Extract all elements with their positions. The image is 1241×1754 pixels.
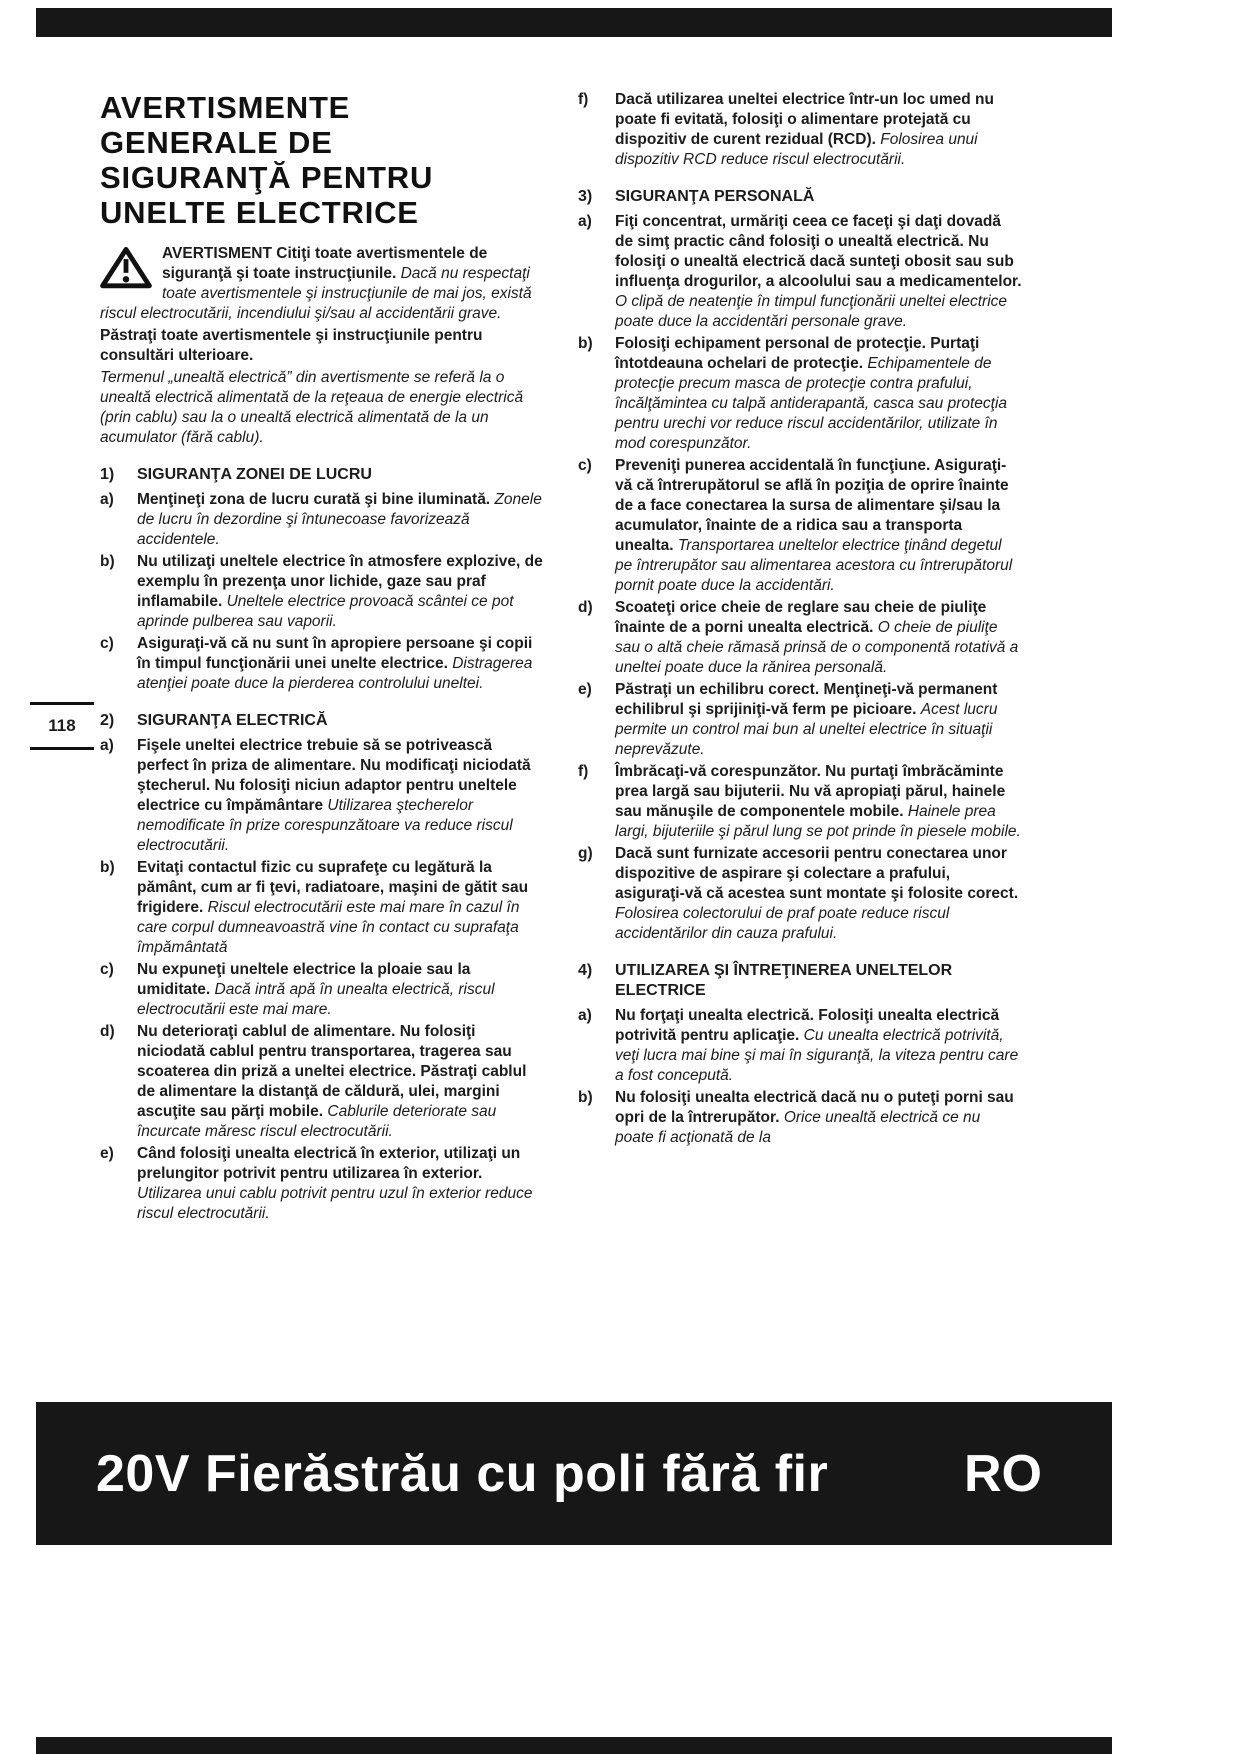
item-letter: b)	[578, 1089, 593, 1106]
list-item	[100, 1022, 544, 1142]
item-bold-text: Fiţi concentrat, urmăriţi ceea ce faceţi şi daţi dovadă de simţ practic când folosiţi o unealtă electrică. Nu folosiţi o unealtă electrică dacă sunteţi obosit sau sub influenţa drogurilor, a alcoolului sau a medicamentelor.	[615, 213, 1022, 290]
item-letter: a)	[100, 737, 114, 754]
title-line: SIGURANŢĂ PENTRU	[100, 160, 434, 195]
item-text	[137, 960, 544, 1020]
item-bold-text: Nu deterioraţi cablul de alimentare. Nu folosiţi niciodată cablul pentru transportarea, tragerea sau scoaterea din priză a uneltei electrice. Păstraţi cablul de alimentare la distanţă de căldură, ulei, margini ascuţite sau părţi mobile.	[137, 1023, 527, 1120]
list-item	[100, 858, 544, 958]
item-italic-text: Echipamentele de protecţie precum masca de protecţie contra prafului, încălţămintea cu talpă antiderapantă, casca sau protecţia pentru urechi vor reduce riscul accidentărilor, utilizate în mod corespunzător.	[615, 355, 1008, 452]
section-heading-text: UTILIZAREA ŞI ÎNTREŢINEREA UNELTELOR ELECTRICE	[615, 962, 953, 999]
left-column	[100, 90, 544, 1224]
item-bold-text: Folosiţi echipament personal de protecţie. Purtaţi întotdeauna ochelari de protecţie.	[615, 335, 980, 372]
item-bold-text: Dacă sunt furnizate accesorii pentru conectarea unor dispozitive de aspirare şi colectare a prafului, asiguraţi-vă că acestea sunt montate şi folosite corect.	[615, 845, 1019, 902]
item-letter: f)	[578, 91, 589, 108]
item-bold-text: Scoateţi orice cheie de reglare sau cheie de piuliţe înainte de a porni unealta electrică.	[615, 599, 987, 636]
list-item	[100, 1144, 544, 1224]
item-text	[615, 762, 1022, 842]
title-line: GENERALE DE	[100, 125, 333, 160]
section-heading-text: SIGURANŢA ELECTRICĂ	[137, 712, 328, 729]
list-item	[100, 736, 544, 856]
item-text	[137, 1022, 544, 1142]
item-text	[615, 456, 1022, 596]
bottom-edge-bar	[36, 1737, 1112, 1754]
item-text	[615, 90, 1022, 170]
item-text	[137, 1144, 544, 1224]
section-heading	[100, 465, 544, 485]
list-item	[578, 598, 1022, 678]
right-column	[578, 90, 1022, 1224]
item-italic-text: Zonele de lucru în dezordine şi întunecoase favorizează accidentele.	[137, 491, 542, 548]
item-letter: g)	[578, 845, 593, 862]
item-italic-text: Cablurile deteriorate sau încurcate măresc riscul electrocutării.	[137, 1103, 497, 1140]
item-italic-text: Riscul electrocutării este mai mare în cazul în care corpul dumneavoastră vine în contact cu suprafaţa împământată	[137, 899, 520, 956]
item-letter: e)	[100, 1145, 114, 1162]
item-bold-text: Menţineţi zona de lucru curată şi bine iluminată.	[137, 491, 491, 508]
section-number: 1)	[100, 466, 115, 483]
item-bold-text: Nu expuneţi uneltele electrice la ploaie sau la umiditate.	[137, 961, 471, 998]
item-letter: b)	[578, 335, 593, 352]
item-italic-text: O clipă de neatenţie în timpul funcţionării uneltei electrice poate duce la accidentări personale grave.	[615, 293, 1008, 330]
section-number: 4)	[578, 962, 593, 979]
item-letter: d)	[578, 599, 593, 616]
item-bold-text: Când folosiţi unealta electrică în exterior, utilizaţi un prelungitor potrivit pentru utilizarea în exterior.	[137, 1145, 521, 1182]
list-item	[100, 960, 544, 1020]
item-text	[615, 1088, 1022, 1148]
list-item	[578, 212, 1022, 332]
item-bold-text: Nu forţaţi unealta electrică. Folosiţi unealta electrică potrivită pentru aplicaţie.	[615, 1007, 1000, 1044]
section-heading-text: SIGURANŢA PERSONALĂ	[615, 188, 815, 205]
item-italic-text: Folosirea unui dispozitiv RCD reduce riscul electrocutării.	[615, 131, 978, 168]
item-letter: c)	[100, 961, 114, 978]
list-item	[578, 456, 1022, 596]
list-item	[578, 1088, 1022, 1148]
warning-italic-text: Dacă nu respectaţi toate avertismentele şi instrucţiunile de mai jos, există riscul electrocutării, incendiului şi/sau al accidentării grave.	[100, 265, 532, 322]
title-line: UNELTE ELECTRICE	[100, 195, 419, 230]
list-item	[578, 90, 1022, 170]
item-bold-text: Evitaţi contactul fizic cu suprafeţe cu legătură la pământ, cum ar fi ţevi, radiatoare, maşini de gătit sau frigidere.	[137, 859, 529, 916]
item-bold-text: Asiguraţi-vă că nu sunt în apropiere persoane şi copii în timpul funcţionării unei unelte electrice.	[137, 635, 533, 672]
item-letter: a)	[578, 213, 592, 230]
item-letter: d)	[100, 1023, 115, 1040]
item-text	[137, 858, 544, 958]
item-bold-text: Nu utilizaţi uneltele electrice în atmosfere explozive, de exemplu în prezenţa unor lichide, gaze sau praf inflamabile.	[137, 553, 543, 610]
language-code: RO	[964, 1444, 1042, 1503]
item-italic-text: Utilizarea ştecherelor nemodificate în prize corespunzătoare va reduce riscul electrocutării.	[137, 797, 513, 854]
item-italic-text: Dacă intră apă în unealta electrică, riscul electrocutării este mai mare.	[137, 981, 495, 1018]
footer-bar	[36, 1402, 1112, 1545]
section-heading-text: SIGURANŢA ZONEI DE LUCRU	[137, 466, 372, 483]
header-bar	[36, 8, 1112, 37]
item-letter: b)	[100, 859, 115, 876]
list-item	[578, 334, 1022, 454]
section-personal-safety	[578, 187, 1022, 944]
list-item	[578, 844, 1022, 944]
item-bold-text: Păstraţi un echilibru corect. Menţineţi-vă permanent echilibrul şi sprijiniţi-vă ferm pe picioare.	[615, 681, 998, 718]
section-electrical-safety	[100, 711, 544, 1224]
list-item	[100, 552, 544, 632]
item-text	[137, 552, 544, 632]
item-bold-text: Preveniţi punerea accidentală în funcţiune. Asiguraţi-vă că întrerupătorul se află în poziţia de oprire înainte de a face conectarea la sursa de alimentare şi/sau la acumulator, înainte de a ridica sau a transporta unealta.	[615, 457, 1009, 554]
title-line: AVERTISMENTE	[100, 90, 351, 125]
item-letter: c)	[100, 635, 114, 652]
term-definition-italic: Termenul „unealtă electrică” din avertismente se referă la o unealtă electrică alimentată de la reţeaua de energie electrică (prin cablu) sau la o unealtă electrică alimentată de la un acumulator (fără cablu).	[100, 369, 524, 446]
section-work-area-safety	[100, 465, 544, 694]
item-italic-text: Orice unealtă electrică ce nu poate fi acţionată de la	[615, 1109, 981, 1146]
product-title: 20V Fierăstrău cu poli fără fir	[96, 1444, 829, 1503]
item-text	[615, 334, 1022, 454]
page-content	[100, 90, 1022, 1224]
item-italic-text: Uneltele electrice provoacă scântei ce pot aprinde pulberea sau vaporii.	[137, 593, 514, 630]
item-italic-text: Acest lucru permite un control mai bun al uneltei electrice în situaţii neprevăzute.	[615, 701, 998, 758]
section-number: 3)	[578, 188, 593, 205]
list-item	[100, 490, 544, 550]
item-text	[615, 212, 1022, 332]
item-letter: e)	[578, 681, 592, 698]
document-title	[100, 90, 544, 230]
keep-instructions-bold: Păstraţi toate avertismentele şi instrucţiunile pentru consultări ulterioare.	[100, 327, 483, 364]
item-italic-text: O cheie de piuliţe sau o altă cheie rămasă prinsă de o componentă rotativă a uneltei poate duce la rănirea personală.	[615, 619, 1019, 676]
item-text	[615, 680, 1022, 760]
item-letter: a)	[578, 1007, 592, 1024]
page-number: 118	[30, 702, 94, 750]
item-letter: a)	[100, 491, 114, 508]
item-letter: b)	[100, 553, 115, 570]
section-number: 2)	[100, 712, 115, 729]
section-tool-use-care	[578, 961, 1022, 1148]
section-heading	[578, 187, 1022, 207]
item-bold-text: Fişele uneltei electrice trebuie să se potrivească perfect în priza de alimentare. Nu modificaţi niciodată ştecherul. Nu folosiţi niciun adaptor pentru uneltele electrice cu împământare	[137, 737, 531, 814]
item-italic-text: Transportarea uneltelor electrice ţinând degetul pe întrerupător sau alimentarea acestora cu întrerupătorul pornit poate duce la accidentări.	[615, 537, 1013, 594]
item-bold-text: Dacă utilizarea uneltei electrice într-un loc umed nu poate fi evitată, folosiţi o alimentare protejată cu dispozitiv de curent rezidual (RCD).	[615, 91, 994, 148]
item-text	[615, 844, 1022, 944]
item-italic-text: Folosirea colectorului de praf poate reduce riscul accidentărilor din cauza prafului.	[615, 905, 950, 942]
item-text	[137, 490, 544, 550]
keep-instructions-paragraph	[100, 326, 544, 366]
item-italic-text: Utilizarea unui cablu potrivit pentru uzul în exterior reduce riscul electrocutării.	[137, 1185, 533, 1222]
item-text	[137, 736, 544, 856]
list-item	[578, 762, 1022, 842]
item-letter: f)	[578, 763, 589, 780]
warning-icon	[100, 247, 152, 295]
item-text	[615, 598, 1022, 678]
warning-paragraph	[100, 244, 544, 324]
list-item	[100, 634, 544, 694]
item-letter: c)	[578, 457, 592, 474]
section-heading	[100, 711, 544, 731]
item-italic-text: Distragerea atenţiei poate duce la pierderea controlului uneltei.	[137, 655, 533, 692]
item-text	[615, 1006, 1022, 1086]
list-item	[578, 1006, 1022, 1086]
section-heading	[578, 961, 1022, 1001]
item-bold-text: Îmbrăcaţi-vă corespunzător. Nu purtaţi îmbrăcăminte prea largă sau bijuterii. Nu vă apropiaţi părul, hainele sau mănuşile de componentele mobile.	[615, 763, 1006, 820]
item-italic-text: Cu unealta electrică potrivită, veţi lucra mai bine şi mai în siguranţă, la viteza pentru care a fost concepută.	[615, 1027, 1019, 1084]
warning-bold-text: AVERTISMENT Citiţi toate avertismentele de siguranţă şi toate instrucţiunile.	[162, 245, 488, 282]
item-italic-text: Hainele prea largi, bijuteriile şi părul lung se pot prinde în piesele mobile.	[615, 803, 1021, 840]
item-text	[137, 634, 544, 694]
term-definition-paragraph	[100, 368, 544, 448]
list-item	[578, 680, 1022, 760]
item-bold-text: Nu folosiţi unealta electrică dacă nu o puteţi porni sau opri de la întrerupător.	[615, 1089, 1014, 1126]
